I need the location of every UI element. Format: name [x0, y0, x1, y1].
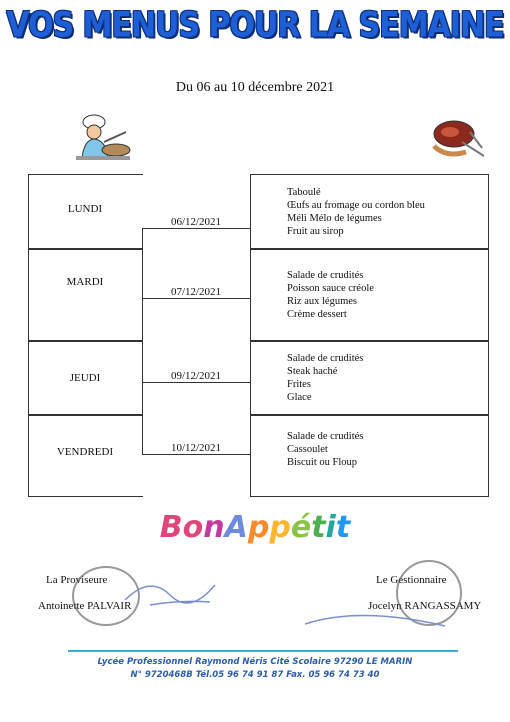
menu-item: Cassoulet — [287, 444, 328, 455]
date-cell — [142, 382, 250, 383]
day-label: JEUDI — [69, 372, 101, 384]
table-divider — [142, 228, 143, 298]
menu-list — [287, 352, 363, 404]
menu-list — [287, 186, 425, 238]
menu-cell — [250, 414, 489, 497]
date-label: 06/12/2021 — [170, 216, 222, 228]
day-label: LUNDI — [67, 203, 103, 215]
right-signature-name: Jocelyn RANGASSAMY — [368, 600, 482, 612]
menu-item: Salade de crudités — [287, 270, 364, 281]
menu-item: Frites — [287, 379, 311, 390]
menu-item: Steak haché — [287, 366, 338, 377]
footer-address: Lycée Professionnel Raymond Néris Cité Scolaire 97290 LE MARIN — [97, 657, 413, 667]
date-label: 07/12/2021 — [170, 286, 222, 298]
day-label: VENDREDI — [56, 446, 114, 458]
menu-item: Salade de crudités — [287, 431, 364, 442]
date-cell — [142, 228, 250, 229]
left-signature-name: Antoinette PALVAIR — [38, 600, 132, 612]
menu-cell — [250, 340, 489, 416]
menu-item: Poisson sauce créole — [287, 283, 374, 294]
week-range: Du 06 au 10 décembre 2021 — [175, 80, 335, 95]
date-label: 10/12/2021 — [170, 442, 222, 454]
date-cell — [142, 298, 250, 299]
menu-item: Riz aux légumes — [287, 296, 357, 307]
page-title: VOS MENUS POUR LA SEMAINE — [6, 5, 504, 46]
signature-scribble-icon — [300, 596, 450, 632]
chef-clipart-icon — [72, 112, 134, 162]
day-label: MARDI — [66, 276, 104, 288]
bon-appetit-banner — [0, 510, 510, 545]
menu-item: Biscuit ou Floup — [287, 457, 358, 468]
meat-clipart-icon — [426, 112, 486, 162]
menu-item: Crème dessert — [287, 309, 347, 320]
menu-item: Salade de crudités — [287, 353, 364, 364]
table-divider — [142, 298, 143, 382]
menu-list — [287, 269, 374, 321]
day-cell — [28, 248, 143, 342]
menu-item: Taboulé — [287, 187, 321, 198]
right-signature-role: Le Gestionnaire — [376, 574, 447, 586]
footer-divider — [68, 650, 458, 652]
date-cell — [142, 454, 250, 455]
menu-list — [287, 430, 363, 469]
menu-item: Méli Mélo de légumes — [287, 213, 382, 224]
date-label: 09/12/2021 — [170, 370, 222, 382]
table-divider — [142, 382, 143, 454]
signature-scribble-icon — [120, 570, 220, 610]
footer-contact: N° 9720468B Tél.05 96 74 91 87 Fax. 05 96 74 73 40 — [130, 670, 380, 680]
menu-item: Œufs au fromage ou cordon bleu — [287, 200, 425, 211]
menu-item: Fruit au sirop — [287, 226, 344, 237]
left-signature-role: La Proviseure — [46, 574, 108, 586]
menu-item: Glace — [287, 392, 312, 403]
bon-appetit-text: BonAppétit — [159, 510, 351, 545]
